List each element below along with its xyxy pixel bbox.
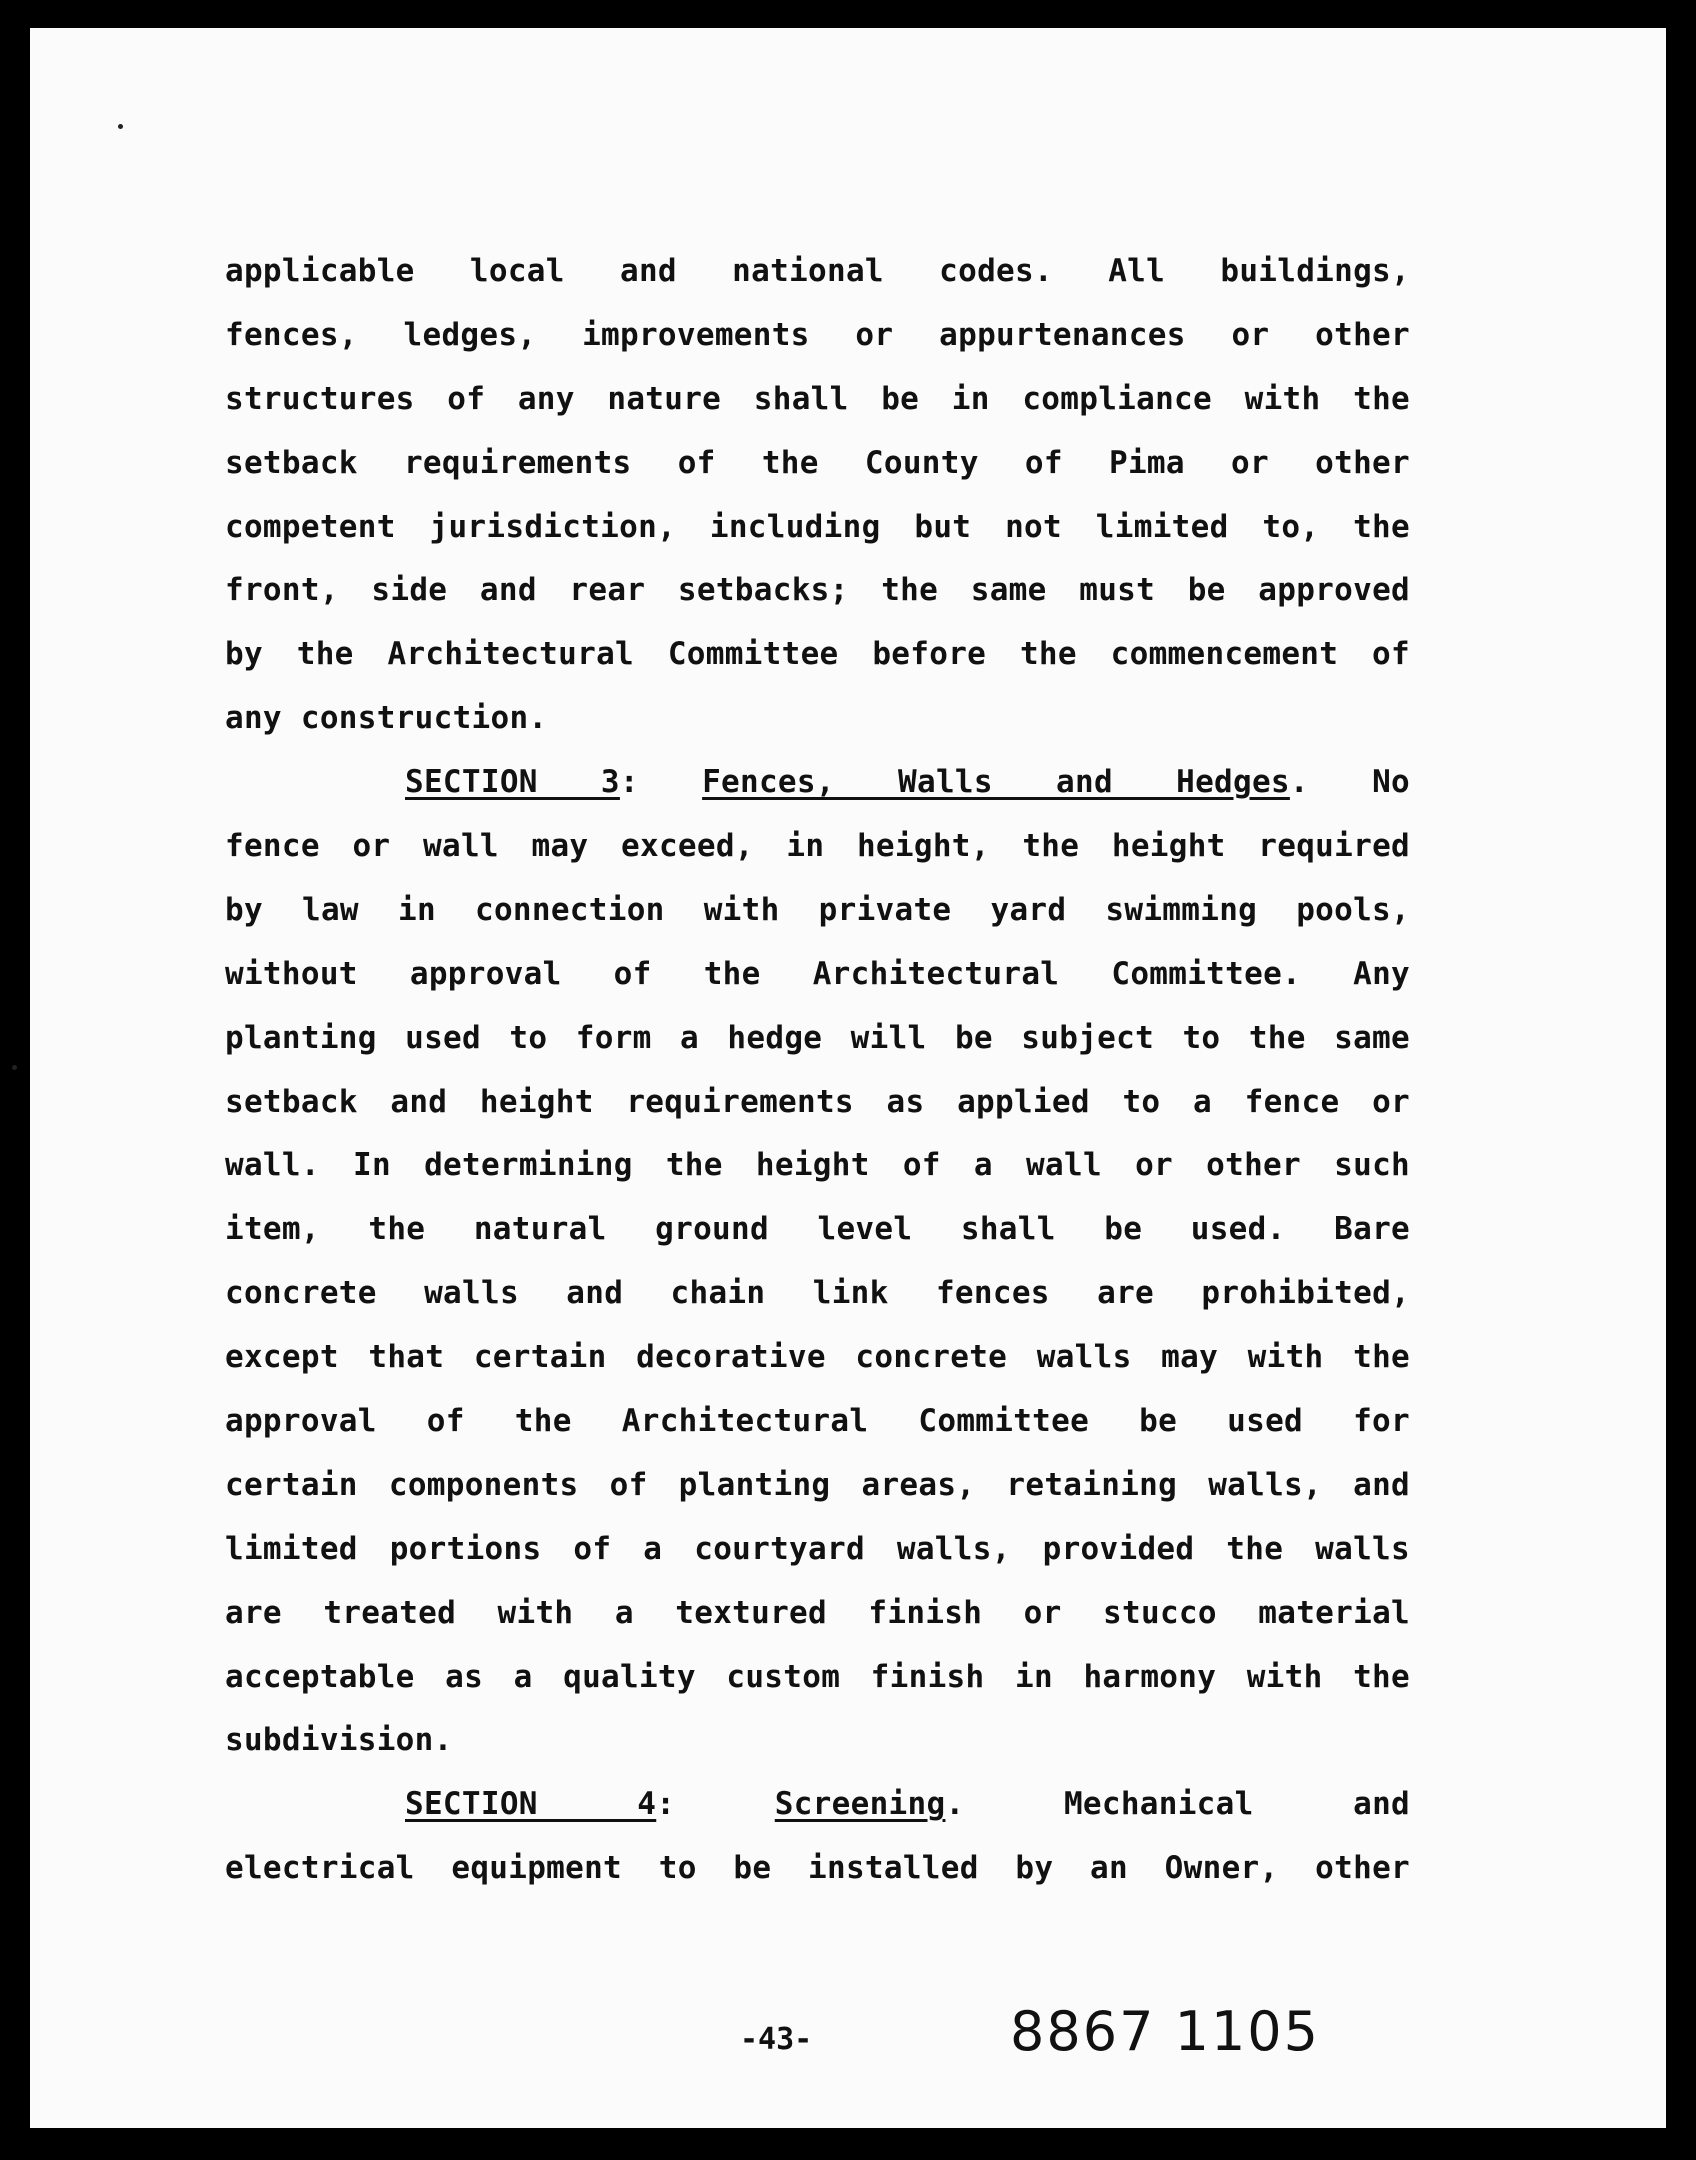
text-line: fence or wall may exceed, in height, the height required (225, 828, 1410, 865)
section-3-heading: SECTION 3 (405, 764, 620, 801)
text-line: certain components of planting areas, retaining walls, and (225, 1466, 1410, 1503)
scan-edge-mark (0, 150, 24, 153)
text-line: electrical equipment to be installed by an Owner, other (225, 1850, 1410, 1887)
scan-speck (12, 1065, 17, 1070)
scan-speck (118, 124, 123, 129)
text-line: any construction. (225, 700, 548, 737)
section-4-title: Screening (774, 1786, 946, 1823)
scan-edge-mark (6, 880, 12, 894)
text-line: structures of any nature shall be in compliance with the (225, 380, 1410, 417)
text-line: setback requirements of the County of Pima or other (225, 444, 1410, 481)
section-4-first-words: Mechanical and (1063, 1786, 1410, 1823)
text-line: without approval of the Architectural Committee. Any (225, 955, 1410, 992)
text-line: concrete walls and chain link fences are prohibited, (225, 1275, 1410, 1312)
section-3-first-word: No (1372, 764, 1410, 801)
text-line: wall. In determining the height of a wall or other such (225, 1147, 1410, 1184)
text-line: subdivision. (225, 1722, 453, 1759)
text-line: acceptable as a quality custom finish in harmony with the (225, 1658, 1410, 1695)
text-line: approval of the Architectural Committee be used for (225, 1403, 1410, 1440)
text-line: are treated with a textured finish or stucco material (225, 1594, 1410, 1631)
text-line: front, side and rear setbacks; the same must be approved (225, 572, 1410, 609)
section-4-heading: SECTION 4 (405, 1786, 657, 1823)
text-line: setback and height requirements as applied to a fence or (225, 1083, 1410, 1120)
text-line: except that certain decorative concrete walls may with the (225, 1339, 1410, 1376)
section-3-heading-line: SECTION 3: Fences, Walls and Hedges. No (405, 764, 1410, 801)
text-line: planting used to form a hedge will be subject to the same (225, 1019, 1410, 1056)
text-line: by the Architectural Committee before the commencement of (225, 636, 1410, 673)
text-line: item, the natural ground level shall be used. Bare (225, 1211, 1410, 1248)
section-3-title: Fences, Walls and Hedges (702, 764, 1290, 801)
text-line: applicable local and national codes. All buildings, (225, 253, 1410, 289)
text-line: by law in connection with private yard swimming pools, (225, 891, 1410, 928)
document-stamp-number: 8867 1105 (1010, 2000, 1321, 2063)
text-line: fences, ledges, improvements or appurtenances or other (225, 316, 1410, 353)
text-line: competent jurisdiction, including but not limited to, the (225, 508, 1410, 545)
body-text (225, 240, 1410, 1901)
section-4-heading-line: SECTION 4: Screening. Mechanical and (405, 1786, 1410, 1823)
page-number: -43- (740, 2022, 813, 2057)
text-line: limited portions of a courtyard walls, provided the walls (225, 1530, 1410, 1567)
